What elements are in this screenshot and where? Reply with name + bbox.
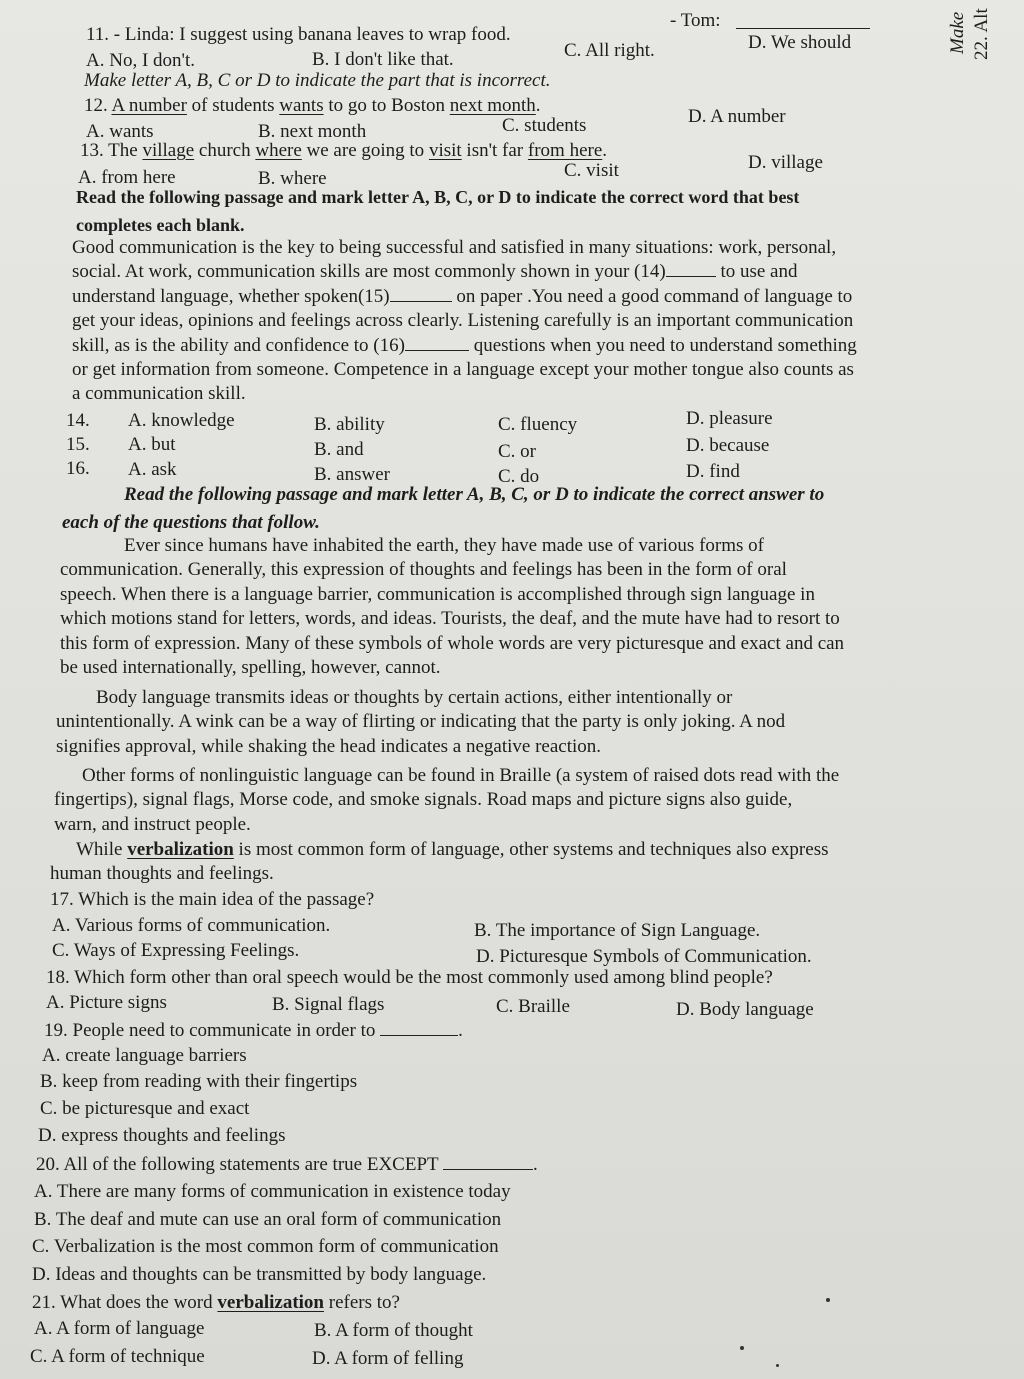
passage2-instruction-line1: Read the following passage and mark letter A, B, C, or D to indicate the correct answer to — [124, 484, 825, 505]
q18-question: 18. Which form other than oral speech would be the most commonly used among blind people? — [46, 967, 773, 988]
q13-segment-village: village — [142, 140, 195, 161]
q15-option-d[interactable]: D. because — [686, 435, 770, 456]
q13-option-d[interactable]: D. village — [748, 152, 823, 173]
q21-option-c[interactable]: C. A form of technique — [30, 1346, 205, 1367]
passage1-line — [72, 334, 857, 358]
q12-segment-a-number: A number — [111, 95, 187, 116]
passage2-line: communication. Generally, this expression of thoughts and feelings has been in the form of oral — [60, 559, 787, 581]
q11-tom-label: - Tom: — [670, 10, 721, 31]
q13-segment-visit: visit — [428, 140, 462, 161]
passage1-line: a communication skill. — [72, 383, 246, 405]
q17-option-c[interactable]: C. Ways of Expressing Feelings. — [52, 940, 300, 961]
q12-sentence — [84, 95, 541, 117]
q21-question-text: refers to? — [324, 1292, 400, 1313]
passage2-line: Other forms of nonlinguistic language can be found in Braille (a system of raised dots read with the — [82, 765, 840, 786]
passage2-line: human thoughts and feelings. — [50, 863, 274, 885]
q17-question: 17. Which is the main idea of the passage? — [50, 889, 375, 910]
q15-option-c[interactable]: C. or — [498, 441, 536, 462]
q13-text: isn't far — [461, 140, 528, 161]
q19-answer-blank[interactable] — [380, 1019, 458, 1036]
q12-option-c[interactable]: C. students — [502, 115, 587, 136]
passage2-paragraph1 — [60, 534, 844, 680]
q11-option-c[interactable]: C. All right. — [564, 40, 655, 61]
q19-question-tail: . — [458, 1020, 463, 1041]
q16-option-a[interactable]: A. ask — [128, 459, 177, 480]
q20-option-a[interactable]: A. There are many forms of communication in existence today — [34, 1181, 511, 1202]
passage1-text: questions when you need to understand something — [473, 334, 857, 356]
q12-text: of students — [186, 95, 280, 116]
q16-option-b[interactable]: B. answer — [314, 464, 390, 485]
passage1-line: or get information from someone. Competence in a language except your mother tongue also counts as — [72, 359, 854, 381]
q20-answer-blank[interactable] — [443, 1153, 533, 1170]
q11-option-b[interactable]: B. I don't like that. — [312, 49, 454, 70]
passage2-line: unintentionally. A wink can be a way of flirting or indicating that the party is only joking. A nod — [56, 711, 786, 733]
passage2-text: is most common form of language, other systems and techniques also express — [233, 839, 829, 860]
q17-option-a[interactable]: A. Various forms of communication. — [52, 915, 331, 936]
q20-option-d[interactable]: D. Ideas and thoughts can be transmitted by body language. — [32, 1264, 487, 1285]
q18-option-a[interactable]: A. Picture signs — [46, 992, 167, 1013]
q21-option-d[interactable]: D. A form of felling — [312, 1348, 464, 1369]
passage1-text: social. At work, communication skills are most commonly shown in your (14) — [72, 261, 666, 283]
q15-option-b[interactable]: B. and — [314, 439, 364, 460]
q14-option-a[interactable]: A. knowledge — [128, 410, 235, 431]
q21-option-a[interactable]: A. A form of language — [34, 1318, 205, 1339]
q13-sentence — [80, 140, 607, 162]
side-margin — [945, 0, 1024, 70]
q18-option-d[interactable]: D. Body language — [676, 999, 814, 1020]
passage2-line — [50, 838, 828, 862]
passage1-text: to use and — [720, 261, 798, 283]
passage2-instruction-line2: each of the questions that follow. — [62, 512, 320, 533]
q11-question: 11. - Linda: I suggest using banana leaves to wrap food. — [86, 24, 511, 45]
passage1-text: skill, as is the ability and confidence to (16) — [72, 334, 405, 356]
q16-option-d[interactable]: D. find — [686, 461, 740, 482]
incorrect-part-instruction: Make letter A, B, C or D to indicate the part that is incorrect. — [84, 70, 551, 91]
q20-question-tail: . — [533, 1154, 538, 1175]
passage1-line: Good communication is the key to being successful and satisfied in many situations: work, personal, — [72, 237, 837, 258]
passage1-line — [72, 285, 857, 309]
q18-option-c[interactable]: C. Braille — [496, 996, 570, 1017]
q19-question-text: 19. People need to communicate in order to — [44, 1020, 376, 1041]
passage1-body — [72, 236, 857, 407]
q11-answer-blank — [736, 12, 870, 29]
q21-question-text: 21. What does the word — [32, 1292, 218, 1313]
q11-option-d[interactable]: D. We should — [748, 32, 852, 53]
passage1-line — [72, 260, 857, 284]
q13-option-b[interactable]: B. where — [258, 168, 327, 189]
q21-question — [32, 1292, 400, 1314]
q13-text: church — [194, 140, 256, 161]
passage2-text: While — [76, 839, 128, 860]
passage2-line: be used internationally, spelling, however, cannot. — [60, 657, 441, 679]
q18-option-b[interactable]: B. Signal flags — [272, 994, 385, 1015]
q13-number: 13. The — [80, 140, 143, 161]
passage2-line: warn, and instruct people. — [54, 813, 251, 835]
blank-16[interactable] — [405, 334, 469, 351]
ink-dot — [776, 1364, 779, 1367]
q12-text: . — [535, 95, 541, 116]
q13-segment-from-here: from here — [527, 140, 603, 161]
q12-option-b[interactable]: B. next month — [258, 121, 367, 142]
q19-option-b[interactable]: B. keep from reading with their fingertips — [40, 1071, 358, 1092]
q20-option-c[interactable]: C. Verbalization is the most common form of communication — [32, 1236, 499, 1257]
passage1-instruction-line2: completes each blank. — [76, 215, 245, 235]
blank-14[interactable] — [666, 260, 716, 277]
side-number-text: 22. Alt — [971, 8, 992, 60]
passage1-text: understand language, whether spoken(15) — [72, 285, 390, 307]
q14-option-d[interactable]: D. pleasure — [686, 408, 773, 429]
passage1-text: on paper .You need a good command of language to — [456, 285, 853, 307]
passage2-line: fingertips), signal flags, Morse code, and smoke signals. Road maps and picture signs also guide, — [54, 789, 793, 811]
q20-option-b[interactable]: B. The deaf and mute can use an oral form of communication — [34, 1209, 502, 1230]
q20-question-text: 20. All of the following statements are true EXCEPT — [36, 1154, 439, 1175]
q15-number: 15. — [66, 434, 90, 455]
q12-segment-next-month: next month — [449, 95, 536, 116]
q13-option-c[interactable]: C. visit — [564, 160, 619, 181]
blank-15[interactable] — [390, 285, 452, 302]
q14-number: 14. — [66, 410, 90, 431]
q11-option-a[interactable]: A. No, I don't. — [86, 50, 195, 71]
q17-option-b[interactable]: B. The importance of Sign Language. — [474, 920, 761, 941]
q12-segment-wants: wants — [279, 95, 324, 116]
q21-verbalization-word: verbalization — [217, 1292, 324, 1313]
passage2-line: this form of expression. Many of these symbols of whole words are very picturesque and exact and can — [60, 632, 845, 654]
q14-option-c[interactable]: C. fluency — [498, 414, 578, 435]
q19-question — [44, 1019, 463, 1042]
passage2-paragraph2 — [56, 686, 785, 759]
q16-number: 16. — [66, 458, 90, 479]
q13-text: we are going to — [301, 140, 429, 161]
q12-text: to go to Boston — [323, 95, 450, 116]
q12-option-d[interactable]: D. A number — [688, 106, 786, 127]
passage2-paragraph4 — [50, 838, 828, 887]
q20-question — [36, 1153, 538, 1176]
passage2-paragraph3 — [54, 764, 839, 837]
q12-option-a[interactable]: A. wants — [86, 121, 154, 142]
q15-option-a[interactable]: A. but — [128, 434, 176, 455]
q14-option-b[interactable]: B. ability — [314, 414, 385, 435]
q17-option-d[interactable]: D. Picturesque Symbols of Communication. — [476, 946, 812, 967]
q12-number: 12. — [84, 95, 108, 116]
q19-option-d[interactable]: D. express thoughts and feelings — [38, 1125, 286, 1146]
ink-dot — [740, 1346, 744, 1350]
passage2-line: Body language transmits ideas or thoughts by certain actions, either intentionally or — [96, 687, 733, 708]
q19-option-a[interactable]: A. create language barriers — [42, 1045, 247, 1066]
q16-option-c[interactable]: C. do — [498, 466, 540, 487]
verbalization-word: verbalization — [127, 839, 234, 860]
passage2-line: speech. When there is a language barrier, communication is accomplished through sign language in — [60, 583, 815, 605]
q21-option-b[interactable]: B. A form of thought — [314, 1320, 473, 1341]
q19-option-c[interactable]: C. be picturesque and exact — [40, 1098, 250, 1119]
q13-segment-where: where — [255, 140, 302, 161]
q13-option-a[interactable]: A. from here — [78, 167, 176, 188]
passage2-line: which motions stand for letters, words, and ideas. Tourists, the deaf, and the mute have had to resort to — [60, 608, 840, 630]
passage2-line: Ever since humans have inhabited the earth, they have made use of various forms of — [124, 535, 764, 556]
passage1-instruction-line1: Read the following passage and mark letter A, B, C, or D to indicate the correct word that best — [76, 187, 800, 207]
passage2-line: signifies approval, while shaking the head indicates a negative reaction. — [56, 735, 602, 757]
q13-text: . — [602, 140, 608, 161]
passage1-line: get your ideas, opinions and feelings across clearly. Listening carefully is an important communication — [72, 310, 854, 332]
ink-dot — [826, 1298, 830, 1302]
side-make-text: Make — [947, 11, 968, 54]
